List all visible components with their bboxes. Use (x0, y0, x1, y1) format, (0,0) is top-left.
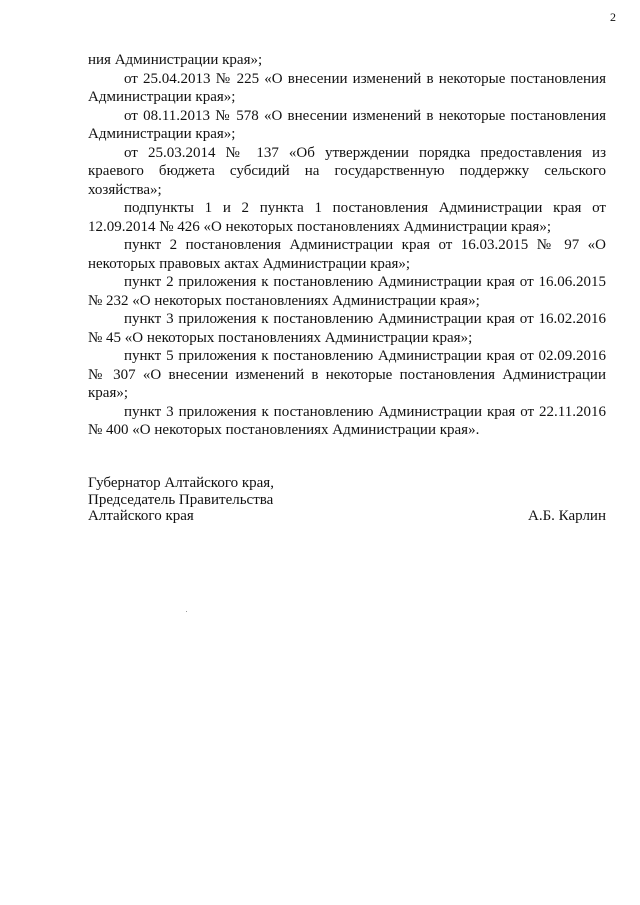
list-item: от 25.04.2013 № 225 «О внесении изменений в некоторые постановления Администрации края»; (88, 70, 606, 105)
signatory-name: А.Б. Карлин (527, 508, 606, 524)
list-item: подпункты 1 и 2 пункта 1 постановления Администрации края от 12.09.2014 № 426 «О некоторых постановлениях Администрации края»; (88, 200, 606, 235)
list-item: от 25.03.2014 № 137 «Об утверждении порядка предоставления из краевого бюджета субсидий на государственную поддержку сельского хозяйства»; (88, 144, 606, 198)
list-item: пункт 3 приложения к постановлению Администрации края от 22.11.2016 № 400 «О некоторых постановлениях Администрации края». (88, 403, 606, 438)
scan-speck (186, 611, 187, 612)
signature-block (88, 475, 606, 525)
page-number: 2 (610, 10, 616, 24)
list-item: от 08.11.2013 № 578 «О внесении изменений в некоторые постановления Администрации края»; (88, 107, 606, 142)
list-item: пункт 5 приложения к постановлению Администрации края от 02.09.2016 № 307 «О внесении изменений в некоторые постановления Администрации края»; (88, 348, 606, 401)
list-item: пункт 2 приложения к постановлению Администрации края от 16.06.2015 № 232 «О некоторых постановлениях Администрации края»; (88, 274, 606, 309)
list-item: пункт 3 приложения к постановлению Администрации края от 16.02.2016 № 45 «О некоторых постановлениях Администрации края»; (88, 311, 606, 346)
document-body (88, 51, 606, 440)
list-item: пункт 2 постановления Администрации края от 16.03.2015 № 97 «О некоторых правовых актах Администрации края»; (88, 237, 606, 272)
signatory-title-line: Алтайского края (88, 508, 194, 524)
signatory-title-line: Председатель Правительства (88, 491, 274, 508)
paragraph-continuation: ния Администрации края»; (88, 52, 263, 68)
signatory-title-line: Губернатор Алтайского края, (88, 475, 274, 491)
